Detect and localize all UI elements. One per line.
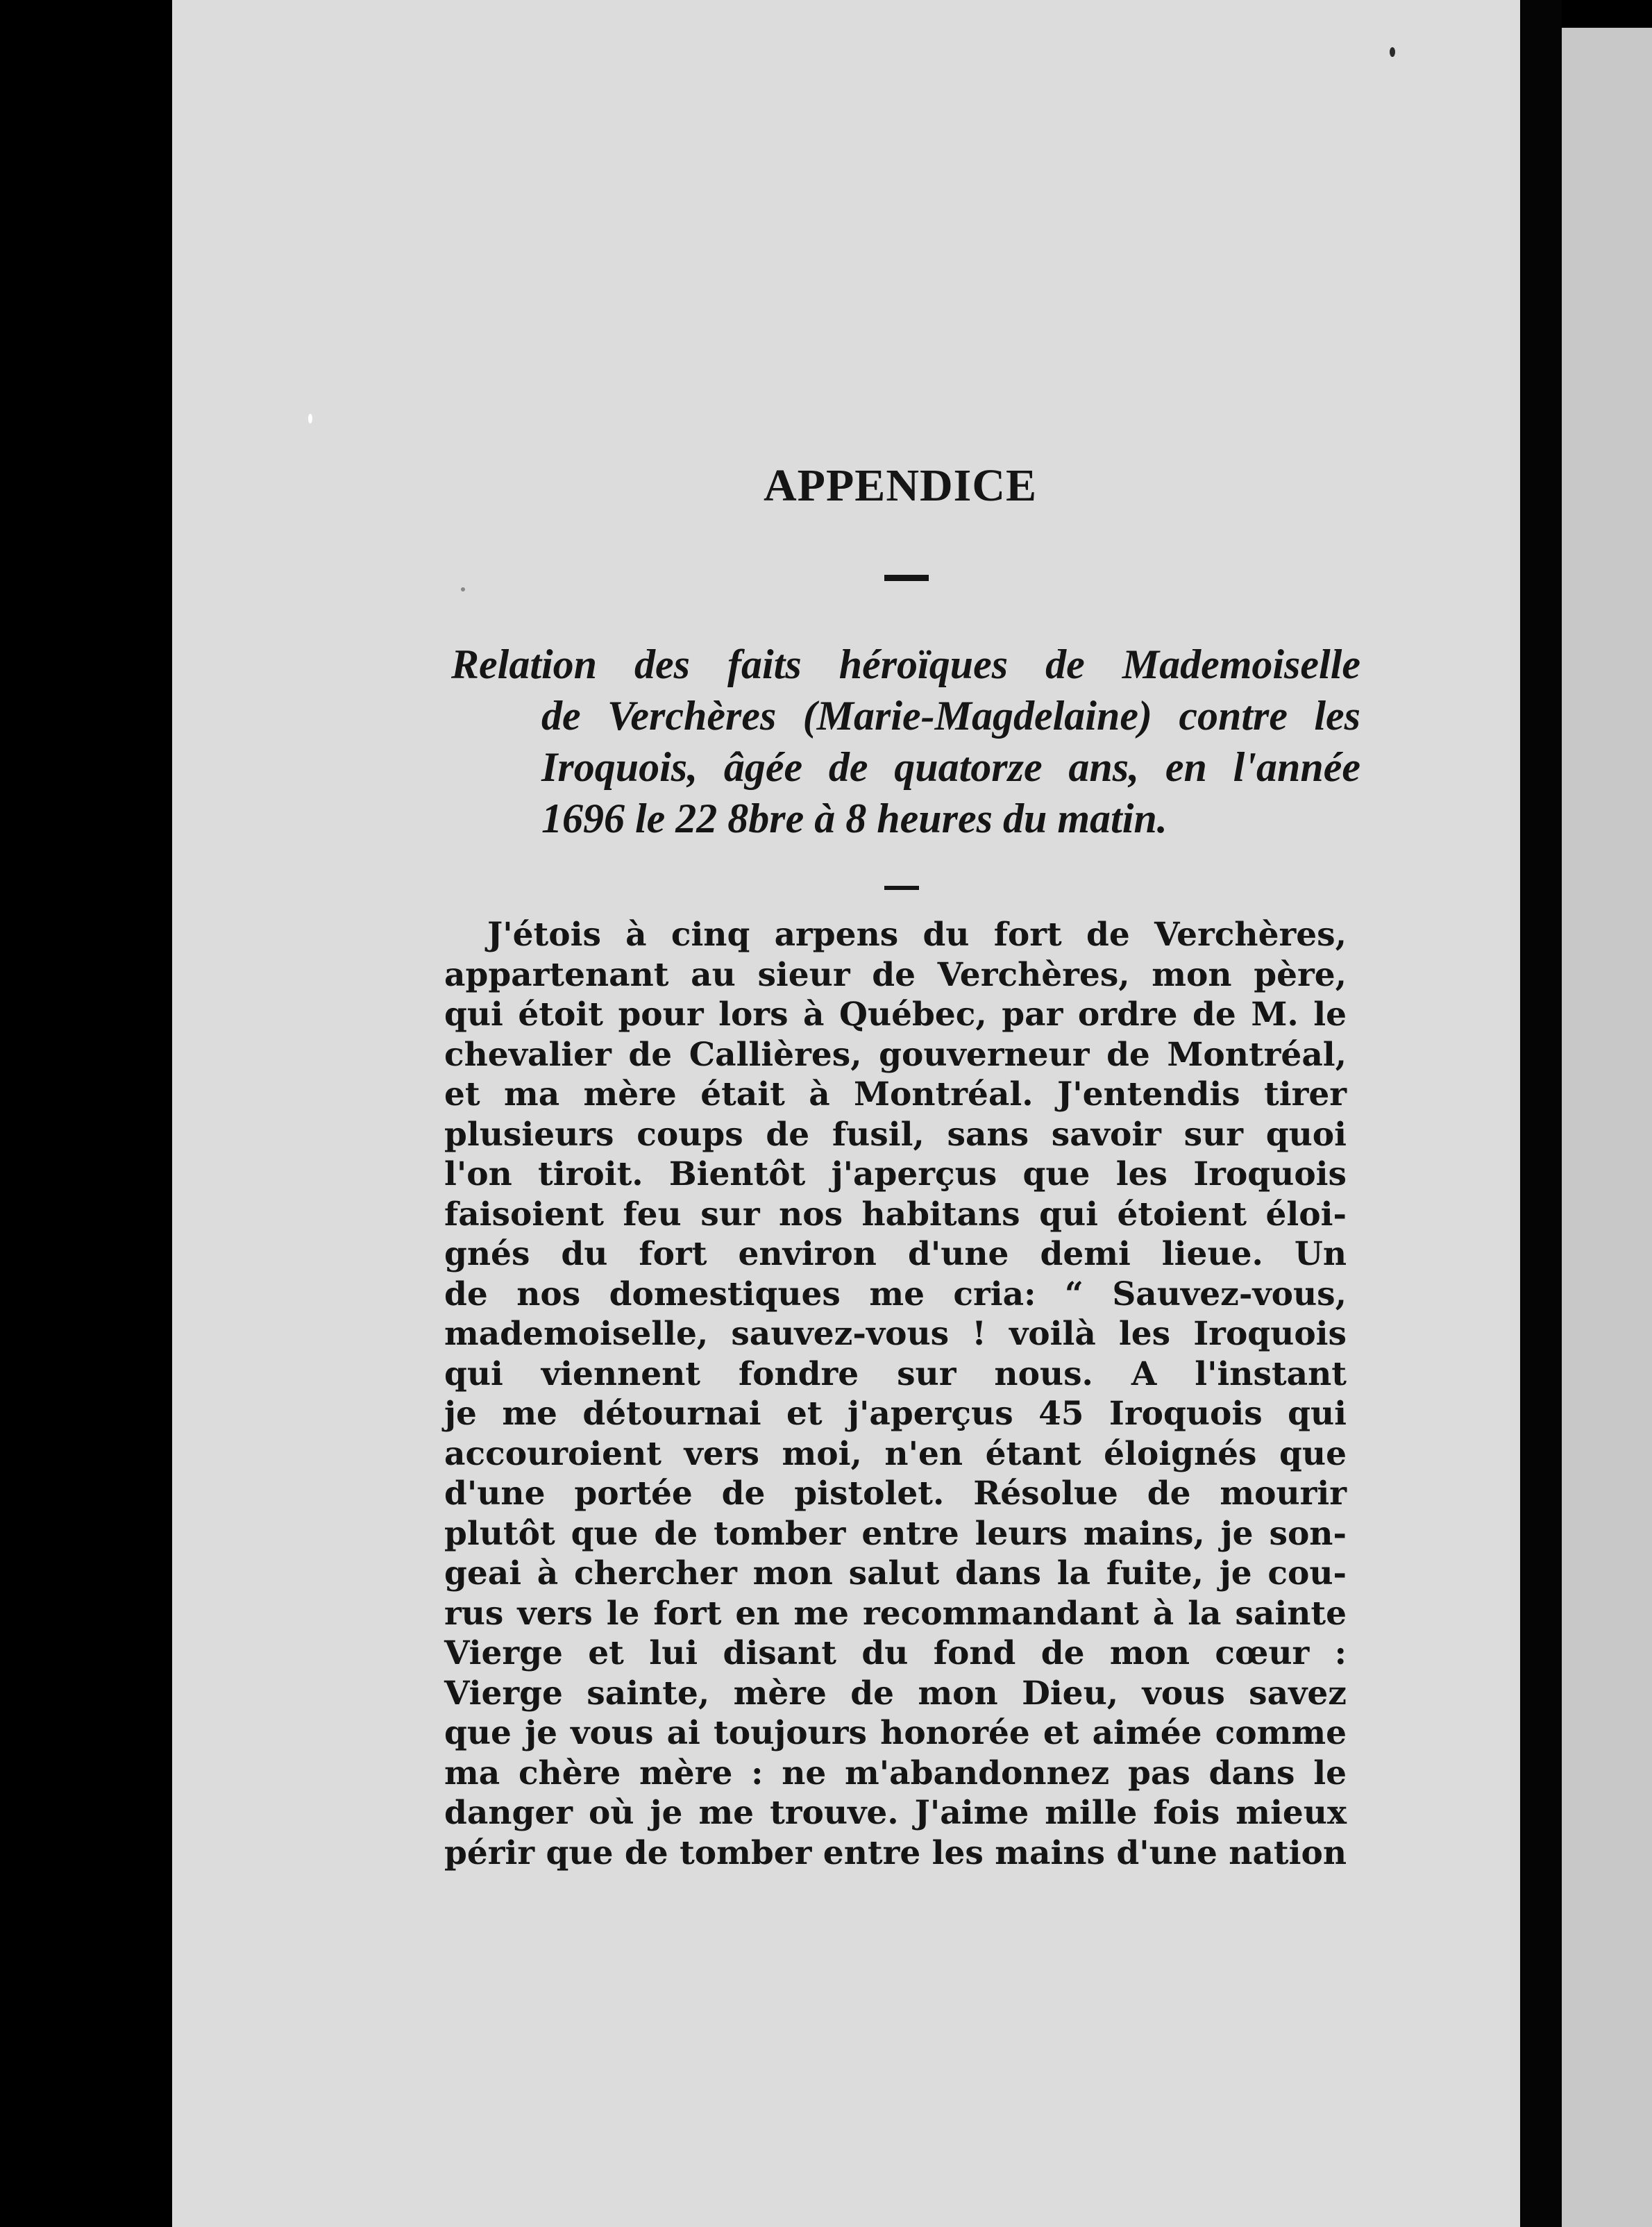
body-line: chevalier de Callières, gouverneur de Montréal, xyxy=(444,1035,1347,1074)
page-gutter xyxy=(1520,0,1562,2227)
scan-speck xyxy=(1390,47,1395,57)
body-line: rus vers le fort en me recommandant à la sainte xyxy=(444,1594,1347,1633)
heading-line: Relation des faits héroïques de Mademoiselle xyxy=(451,641,1360,687)
body-line: plutôt que de tomber entre leurs mains, je son- xyxy=(444,1514,1347,1553)
body-line: je me détournai et j'aperçus 45 Iroquois qui xyxy=(444,1395,1347,1433)
heading-divider xyxy=(884,886,919,890)
body-line: qui viennent fondre sur nous. A l'instant xyxy=(444,1354,1347,1393)
body-line: et ma mère était à Montréal. J'entendis tirer xyxy=(444,1075,1347,1114)
heading-line: de Verchères (Marie-Magdelaine) contre les xyxy=(541,693,1360,739)
body-line: d'une portée de pistolet. Résolue de mourir xyxy=(444,1474,1347,1513)
body-line: mademoiselle, sauvez-vous ! voilà les Iroquois xyxy=(444,1315,1347,1353)
body-line: que je vous ai toujours honorée et aimée comme xyxy=(444,1714,1347,1752)
scan-speck xyxy=(461,587,465,591)
body-line: geai à chercher mon salut dans la fuite, je cou- xyxy=(444,1554,1347,1592)
heading-line: 1696 le 22 8bre à 8 heures du matin. xyxy=(541,796,1168,841)
body-line: qui étoit pour lors à Québec, par ordre de M. le xyxy=(444,995,1347,1034)
body-line: gnés du fort environ d'une demi lieue. Un xyxy=(444,1235,1347,1273)
body-line: de nos domestiques me cria: “ Sauvez-vous, xyxy=(444,1275,1347,1313)
body-paragraph xyxy=(444,915,1347,1873)
facing-page-edge xyxy=(1562,28,1652,2227)
body-line: ma chère mère : ne m'abandonnez pas dans le xyxy=(444,1754,1347,1792)
title-divider xyxy=(884,575,929,581)
body-line: Vierge sainte, mère de mon Dieu, vous savez xyxy=(444,1674,1347,1713)
body-line: accouroient vers moi, n'en étant éloignés que xyxy=(444,1434,1347,1473)
body-line: l'on tiroit. Bientôt j'aperçus que les Iroquois xyxy=(444,1155,1347,1193)
page-title: APPENDICE xyxy=(764,460,1038,511)
heading-line: Iroquois, âgée de quatorze ans, en l'année xyxy=(541,744,1360,790)
body-line: appartenant au sieur de Verchères, mon père, xyxy=(444,955,1347,994)
body-line: faisoient feu sur nos habitans qui étoient éloi- xyxy=(444,1195,1347,1234)
body-line: danger où je me trouve. J'aime mille fois mieux xyxy=(444,1794,1347,1832)
body-line: J'étois à cinq arpens du fort de Verchères, xyxy=(487,916,1347,954)
section-heading xyxy=(451,639,1360,844)
scan-speck xyxy=(308,414,312,423)
body-line: Vierge et lui disant du fond de mon cœur : xyxy=(444,1634,1347,1672)
body-line: plusieurs coups de fusil, sans savoir sur quoi xyxy=(444,1115,1347,1154)
body-line: périr que de tomber entre les mains d'une nation xyxy=(444,1833,1347,1872)
